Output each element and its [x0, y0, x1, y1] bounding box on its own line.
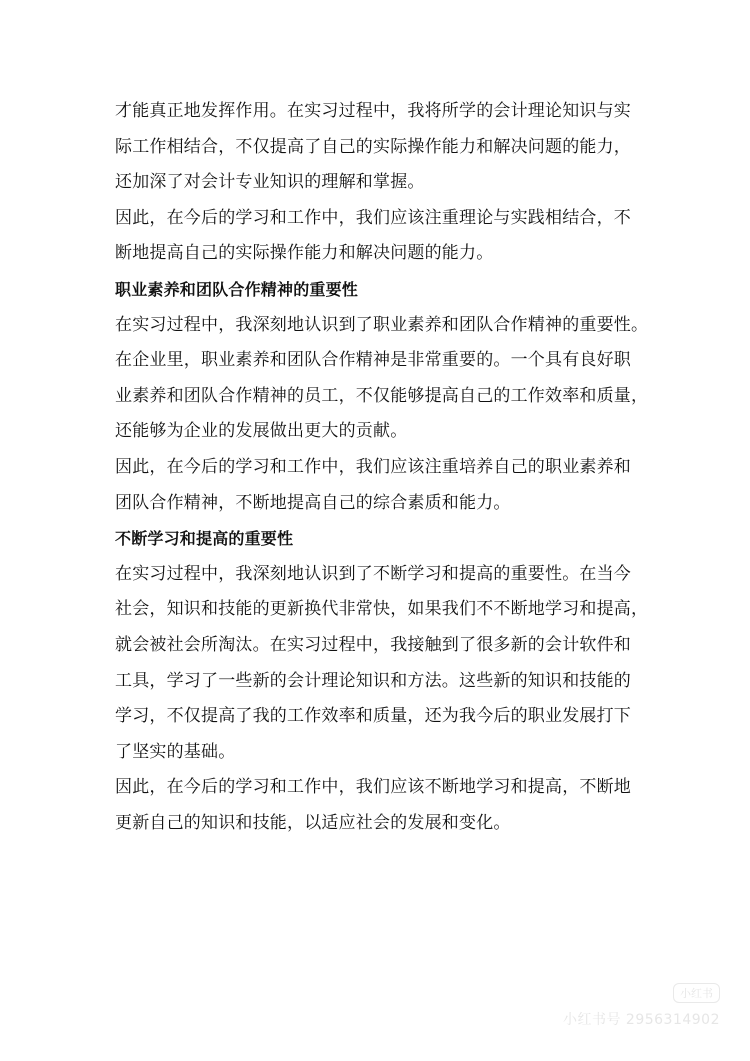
- text-line: 因此，在今后的学习和工作中，我们应该注重培养自己的职业素养和: [115, 456, 631, 477]
- text-line: 学习，不仅提高了我的工作效率和质量，还为我今后的职业发展打下: [115, 706, 631, 727]
- text-line: 因此，在今后的学习和工作中，我们应该不断地学习和提高，不断地: [115, 777, 631, 798]
- text-line: 了坚实的基础。: [115, 741, 236, 762]
- watermark: [563, 982, 720, 1029]
- text-line: 还能够为企业的发展做出更大的贡献。: [115, 421, 408, 442]
- text-line: 在实习过程中，我深刻地认识到了职业素养和团队合作精神的重要性。: [115, 314, 649, 335]
- section-heading: 职业素养和团队合作精神的重要性: [115, 279, 359, 299]
- text-line: 在实习过程中，我深刻地认识到了不断学习和提高的重要性。在当今: [115, 563, 631, 584]
- watermark-id: 小红书号 2956314902: [562, 1012, 720, 1028]
- text-line: 业素养和团队合作精神的员工，不仅能够提高自己的工作效率和质量，: [115, 385, 649, 406]
- text-line: 才能真正地发挥作用。在实习过程中，我将所学的会计理论知识与实: [115, 101, 631, 121]
- text-line: 团队合作精神，不断地提高自己的综合素质和能力。: [115, 492, 511, 513]
- document-body: [115, 94, 649, 841]
- text-line: 更新自己的知识和技能，以适应社会的发展和变化。: [115, 812, 511, 833]
- watermark-logo: 小红书: [673, 983, 720, 1003]
- text-line: 际工作相结合，不仅提高了自己的实际操作能力和解决问题的能力，: [115, 136, 631, 157]
- text-line: 断地提高自己的实际操作能力和解决问题的能力。: [115, 243, 494, 264]
- text-line: 工具，学习了一些新的会计理论知识和方法。这些新的知识和技能的: [115, 670, 631, 691]
- text-line: 还加深了对会计专业知识的理解和掌握。: [115, 172, 425, 193]
- text-line: 社会，知识和技能的更新换代非常快，如果我们不不断地学习和提高，: [115, 599, 649, 620]
- section-heading: 不断学习和提高的重要性: [115, 529, 294, 549]
- text-line: 因此，在今后的学习和工作中，我们应该注重理论与实践相结合，不: [115, 207, 631, 228]
- text-line: 在企业里，职业素养和团队合作精神是非常重要的。一个具有良好职: [115, 350, 631, 371]
- text-line: 就会被社会所淘汰。在实习过程中，我接触到了很多新的会计软件和: [115, 634, 631, 655]
